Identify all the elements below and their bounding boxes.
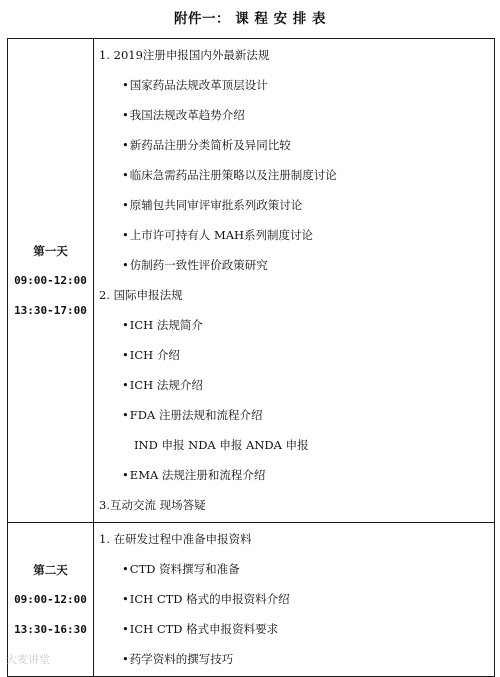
bullet-icon: • xyxy=(122,228,129,242)
topic-item xyxy=(94,400,494,430)
bullet-icon: • xyxy=(122,622,129,636)
day-name: 第二天 xyxy=(33,562,68,577)
day-row xyxy=(8,523,495,677)
topic-text: ICH 介绍 xyxy=(129,348,180,362)
topic-heading xyxy=(94,40,494,70)
topic-heading xyxy=(94,490,494,520)
topic-item xyxy=(94,130,494,160)
topic-text: IND 申报 NDA 申报 ANDA 申报 xyxy=(134,438,309,452)
session-time: 13:30-16:30 xyxy=(14,622,87,636)
topic-item xyxy=(94,430,494,460)
topics-cell xyxy=(94,523,495,677)
bullet-icon: • xyxy=(122,78,129,92)
topic-text: 临床急需药品注册策略以及注册制度讨论 xyxy=(129,168,337,182)
topic-item xyxy=(94,190,494,220)
topic-text: 2. 国际申报法规 xyxy=(99,288,183,302)
topics-list xyxy=(94,39,494,522)
topic-text: 3.互动交流 现场答疑 xyxy=(99,498,206,512)
topic-item xyxy=(94,100,494,130)
topic-text: 药学资料的撰写技巧 xyxy=(129,652,234,666)
topic-item xyxy=(94,584,494,614)
topics-cell xyxy=(94,39,495,523)
topic-item xyxy=(94,310,494,340)
watermark: 大麦讲堂 xyxy=(6,653,50,666)
bullet-icon: • xyxy=(122,348,129,362)
topic-text: 国家药品法规改革顶层设计 xyxy=(129,78,268,92)
session-time: 13:30-17:00 xyxy=(14,303,87,317)
topic-item xyxy=(94,220,494,250)
topic-text: 上市许可持有人 MAH系列制度讨论 xyxy=(129,228,314,242)
topic-item xyxy=(94,370,494,400)
topic-item xyxy=(94,250,494,280)
schedule-body xyxy=(8,39,495,677)
bullet-icon: • xyxy=(122,468,129,482)
topic-text: 我国法规改革趋势介绍 xyxy=(129,108,245,122)
topic-text: CTD 资料撰写和准备 xyxy=(129,562,240,576)
topic-text: 仿制药一致性评价政策研究 xyxy=(129,258,268,272)
bullet-icon: • xyxy=(122,198,129,212)
topic-heading xyxy=(94,524,494,554)
topic-item xyxy=(94,644,494,674)
topic-text: ICH CTD 格式的申报资料介绍 xyxy=(129,592,290,606)
session-time: 09:00-12:00 xyxy=(14,592,87,606)
topic-item xyxy=(94,160,494,190)
topic-text: 新药品注册分类简析及异同比较 xyxy=(129,138,291,152)
bullet-icon: • xyxy=(122,258,129,272)
topic-text: ICH 法规简介 xyxy=(129,318,203,332)
topic-text: 1. 2019注册申报国内外最新法规 xyxy=(99,48,270,62)
bullet-icon: • xyxy=(122,138,129,152)
day-row xyxy=(8,39,495,523)
topic-text: 原辅包共同审评审批系列政策讨论 xyxy=(129,198,303,212)
bullet-icon: • xyxy=(122,562,129,576)
topic-text: ICH 法规介绍 xyxy=(129,378,203,392)
bullet-icon: • xyxy=(122,108,129,122)
topic-heading xyxy=(94,280,494,310)
bullet-icon: • xyxy=(122,652,129,666)
topic-item xyxy=(94,460,494,490)
bullet-icon: • xyxy=(122,168,129,182)
topic-text: FDA 注册法规和流程介绍 xyxy=(129,408,263,422)
topic-item xyxy=(94,614,494,644)
topic-item xyxy=(94,70,494,100)
day-cell xyxy=(8,39,94,523)
bullet-icon: • xyxy=(122,378,129,392)
topic-text: ICH CTD 格式申报资料要求 xyxy=(129,622,279,636)
day-name: 第一天 xyxy=(33,243,68,258)
topics-list xyxy=(94,523,494,676)
course-schedule-table xyxy=(7,38,495,677)
page-title: 附件一： 课 程 安 排 表 xyxy=(174,11,326,27)
bullet-icon: • xyxy=(122,408,129,422)
bullet-icon: • xyxy=(122,318,129,332)
topic-item xyxy=(94,340,494,370)
bullet-icon: • xyxy=(122,592,129,606)
topic-item xyxy=(94,554,494,584)
session-time: 09:00-12:00 xyxy=(14,273,87,287)
topic-text: EMA 法规注册和流程介绍 xyxy=(129,468,266,482)
topic-text: 1. 在研发过程中准备申报资料 xyxy=(99,532,252,546)
